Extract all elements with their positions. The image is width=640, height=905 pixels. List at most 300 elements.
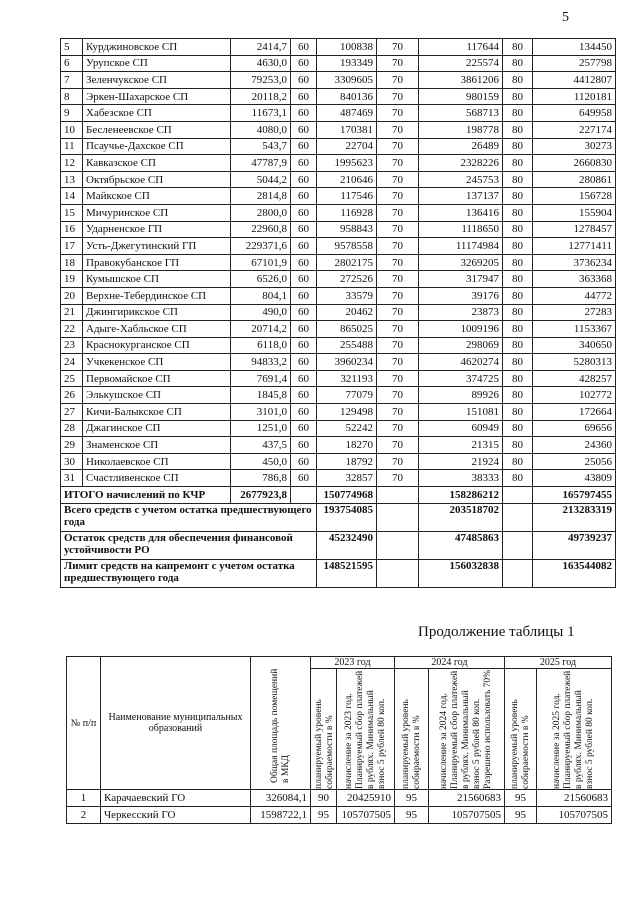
row-number: 22 xyxy=(61,321,83,338)
table-row xyxy=(61,470,616,487)
amount-2025: 227174 xyxy=(533,121,616,138)
municipality-name: Кичи-Балыкское СП xyxy=(83,404,231,421)
row-number: 24 xyxy=(61,354,83,371)
amount-2025: 5280313 xyxy=(533,354,616,371)
area-value: 1251,0 xyxy=(231,420,291,437)
amount-2024: 298069 xyxy=(419,337,503,354)
rate-2024: 70 xyxy=(377,470,419,487)
rate-2025: 80 xyxy=(503,204,533,221)
municipality-name: Кавказское СП xyxy=(83,155,231,172)
row-number: 1 xyxy=(67,790,101,807)
header-acc-2024 xyxy=(429,669,505,790)
area-value: 804,1 xyxy=(231,287,291,304)
amount-2024: 105707505 xyxy=(429,807,505,824)
amount-2025: 30273 xyxy=(533,138,616,155)
area-value: 5044,2 xyxy=(231,171,291,188)
total-2023: 150774968 xyxy=(317,487,377,504)
area-value: 20714,2 xyxy=(231,321,291,338)
amount-2024: 23873 xyxy=(419,304,503,321)
municipality-name: Черкесский ГО xyxy=(101,807,251,824)
amount-2025: 102772 xyxy=(533,387,616,404)
rate-2025: 80 xyxy=(503,155,533,172)
rate-2024: 95 xyxy=(395,790,429,807)
header-2023: 2023 год xyxy=(311,657,395,669)
municipality-name: Майкское СП xyxy=(83,188,231,205)
amount-2023: 840136 xyxy=(317,88,377,105)
rate-2025: 80 xyxy=(503,171,533,188)
amount-2024: 89926 xyxy=(419,387,503,404)
summary-2023: 148521595 xyxy=(317,559,377,587)
municipality-name: Учкекенское СП xyxy=(83,354,231,371)
rate-2023: 60 xyxy=(291,321,317,338)
area-value: 47787,9 xyxy=(231,155,291,172)
table-row xyxy=(61,121,616,138)
amount-2023: 20425910 xyxy=(337,790,395,807)
rate-2024: 70 xyxy=(377,254,419,271)
amount-2024: 11174984 xyxy=(419,238,503,255)
table-row xyxy=(61,221,616,238)
header-plan-2025-text: планируемый уровень собираемости в % xyxy=(509,699,531,789)
rate-2024: 70 xyxy=(377,55,419,72)
amount-2024: 568713 xyxy=(419,105,503,122)
amount-2025: 134450 xyxy=(533,39,616,56)
amount-2025: 21560683 xyxy=(537,790,612,807)
municipality-name: Зеленчукское СП xyxy=(83,72,231,89)
header-area-text: Общая площадь помещений в МКД xyxy=(269,668,291,783)
municipality-name: Усть-Джегутинский ГП xyxy=(83,238,231,255)
amount-2024: 151081 xyxy=(419,404,503,421)
area-value: 79253,0 xyxy=(231,72,291,89)
area-value: 3101,0 xyxy=(231,404,291,421)
amount-2023: 77079 xyxy=(317,387,377,404)
amount-2023: 958843 xyxy=(317,221,377,238)
amount-2023: 1995623 xyxy=(317,155,377,172)
rate-2024: 70 xyxy=(377,105,419,122)
municipality-name: Курджиновское СП xyxy=(83,39,231,56)
rate-2023: 60 xyxy=(291,138,317,155)
area-value: 326084,1 xyxy=(251,790,311,807)
area-value: 2800,0 xyxy=(231,204,291,221)
rate-2023: 60 xyxy=(291,171,317,188)
header-2025: 2025 год xyxy=(505,657,612,669)
area-value: 2814,8 xyxy=(231,188,291,205)
amount-2023: 100838 xyxy=(317,39,377,56)
amount-2024: 117644 xyxy=(419,39,503,56)
summary-2024: 203518702 xyxy=(419,503,503,531)
table-row xyxy=(61,437,616,454)
table-row xyxy=(61,404,616,421)
summary-2023: 45232490 xyxy=(317,531,377,559)
amount-2023: 18792 xyxy=(317,453,377,470)
continuation-table xyxy=(66,656,612,824)
header-plan-2024 xyxy=(395,669,429,790)
row-number: 10 xyxy=(61,121,83,138)
rate-2025: 95 xyxy=(505,790,537,807)
amount-2025: 69656 xyxy=(533,420,616,437)
amount-2025: 1153367 xyxy=(533,321,616,338)
amount-2023: 255488 xyxy=(317,337,377,354)
rate-2024: 70 xyxy=(377,321,419,338)
rate-2023: 60 xyxy=(291,337,317,354)
header-plan-2024-text: планируемый уровень собираемости в % xyxy=(400,699,422,789)
summary-2025: 213283319 xyxy=(533,503,616,531)
table-row xyxy=(61,55,616,72)
rate-2024: 70 xyxy=(377,138,419,155)
header-acc-2024-text: начисление за 2024 год. Планируемый сбор платежей в рублях. Минимальный взнос 5 рублей 80 коп. Разрешено использовать 70% xyxy=(439,669,493,789)
header-area xyxy=(251,657,311,790)
header-plan-2025 xyxy=(505,669,537,790)
summary-label: Всего средств с учетом остатка предшествующего года xyxy=(61,503,317,531)
total-label: ИТОГО начислений по КЧР xyxy=(61,487,231,504)
rate-2025: 80 xyxy=(503,470,533,487)
amount-2023: 3960234 xyxy=(317,354,377,371)
table-row xyxy=(61,420,616,437)
rate-2024: 70 xyxy=(377,171,419,188)
rate-2023: 60 xyxy=(291,304,317,321)
municipality-name: Верхне-Тебердинское СП xyxy=(83,287,231,304)
amount-2023: 487469 xyxy=(317,105,377,122)
amount-2025: 280861 xyxy=(533,171,616,188)
page-number: 5 xyxy=(562,10,569,25)
area-value: 6118,0 xyxy=(231,337,291,354)
rate-2024: 70 xyxy=(377,238,419,255)
row-number: 20 xyxy=(61,287,83,304)
rate-2024: 70 xyxy=(377,370,419,387)
amount-2023: 32857 xyxy=(317,470,377,487)
header-2024: 2024 год xyxy=(395,657,505,669)
table-row xyxy=(61,72,616,89)
area-value: 20118,2 xyxy=(231,88,291,105)
rate-2025: 80 xyxy=(503,105,533,122)
municipality-name: Эркен-Шахарское СП xyxy=(83,88,231,105)
amount-2024: 38333 xyxy=(419,470,503,487)
area-value: 543,7 xyxy=(231,138,291,155)
rate-2023: 60 xyxy=(291,155,317,172)
area-value: 1598722,1 xyxy=(251,807,311,824)
table-row xyxy=(61,138,616,155)
summary-row xyxy=(61,559,616,587)
rate-2024: 70 xyxy=(377,304,419,321)
table-row xyxy=(61,370,616,387)
table-row xyxy=(61,204,616,221)
municipality-name: Правокубанское ГП xyxy=(83,254,231,271)
row-number: 30 xyxy=(61,453,83,470)
summary-row xyxy=(61,503,616,531)
area-value: 6526,0 xyxy=(231,271,291,288)
municipality-name: Октябрьское СП xyxy=(83,171,231,188)
rate-2024: 70 xyxy=(377,437,419,454)
municipal-funding-table xyxy=(60,38,616,588)
amount-2023: 193349 xyxy=(317,55,377,72)
municipality-name: Джагинское СП xyxy=(83,420,231,437)
municipality-name: Хабезское СП xyxy=(83,105,231,122)
table-row xyxy=(61,453,616,470)
rate-2024: 95 xyxy=(395,807,429,824)
area-value: 786,8 xyxy=(231,470,291,487)
amount-2024: 39176 xyxy=(419,287,503,304)
amount-2024: 4620274 xyxy=(419,354,503,371)
rate-2023: 60 xyxy=(291,188,317,205)
total-2025: 165797455 xyxy=(533,487,616,504)
rate-2023: 60 xyxy=(291,287,317,304)
table-row xyxy=(61,387,616,404)
row-number: 5 xyxy=(61,39,83,56)
row-number: 27 xyxy=(61,404,83,421)
municipality-name: Джингирикское СП xyxy=(83,304,231,321)
amount-2023: 272526 xyxy=(317,271,377,288)
table-row xyxy=(61,287,616,304)
total-2024: 158286212 xyxy=(419,487,503,504)
table-row xyxy=(61,39,616,56)
rate-2024: 70 xyxy=(377,420,419,437)
empty-cell xyxy=(377,531,419,559)
table-row xyxy=(61,188,616,205)
municipality-name: Элькушское СП xyxy=(83,387,231,404)
rate-2024: 70 xyxy=(377,204,419,221)
amount-2023: 18270 xyxy=(317,437,377,454)
amount-2024: 1118650 xyxy=(419,221,503,238)
amount-2025: 1120181 xyxy=(533,88,616,105)
municipality-name: Счастливенское СП xyxy=(83,470,231,487)
rate-2024: 70 xyxy=(377,404,419,421)
rate-2024: 70 xyxy=(377,271,419,288)
amount-2025: 27283 xyxy=(533,304,616,321)
row-number: 8 xyxy=(61,88,83,105)
rate-2023: 60 xyxy=(291,453,317,470)
rate-2025: 80 xyxy=(503,221,533,238)
rate-2025: 80 xyxy=(503,55,533,72)
continuation-title: Продолжение таблицы 1 xyxy=(418,624,575,640)
rate-2025: 80 xyxy=(503,39,533,56)
municipality-name: Знаменское СП xyxy=(83,437,231,454)
amount-2025: 172664 xyxy=(533,404,616,421)
row-number: 28 xyxy=(61,420,83,437)
rate-2023: 60 xyxy=(291,354,317,371)
header-plan-2023-text: планируемый уровень собираемости в % xyxy=(314,699,335,789)
amount-2023: 33579 xyxy=(317,287,377,304)
rate-2025: 80 xyxy=(503,420,533,437)
table-row xyxy=(61,354,616,371)
empty-cell xyxy=(503,531,533,559)
rate-2023: 60 xyxy=(291,121,317,138)
rate-2025: 80 xyxy=(503,188,533,205)
row-number: 16 xyxy=(61,221,83,238)
rate-2024: 70 xyxy=(377,72,419,89)
amount-2024: 26489 xyxy=(419,138,503,155)
empty-cell xyxy=(291,487,317,504)
amount-2023: 170381 xyxy=(317,121,377,138)
row-number: 14 xyxy=(61,188,83,205)
municipality-name: Бесленеевское СП xyxy=(83,121,231,138)
amount-2025: 105707505 xyxy=(537,807,612,824)
area-value: 94833,2 xyxy=(231,354,291,371)
rate-2025: 80 xyxy=(503,254,533,271)
rate-2024: 70 xyxy=(377,453,419,470)
rate-2023: 60 xyxy=(291,437,317,454)
empty-cell xyxy=(377,487,419,504)
rate-2023: 60 xyxy=(291,238,317,255)
amount-2023: 865025 xyxy=(317,321,377,338)
rate-2024: 70 xyxy=(377,387,419,404)
amount-2023: 3309605 xyxy=(317,72,377,89)
amount-2024: 21315 xyxy=(419,437,503,454)
area-value: 490,0 xyxy=(231,304,291,321)
row-number: 7 xyxy=(61,72,83,89)
amount-2025: 155904 xyxy=(533,204,616,221)
rate-2024: 70 xyxy=(377,155,419,172)
area-value: 1845,8 xyxy=(231,387,291,404)
amount-2023: 105707505 xyxy=(337,807,395,824)
amount-2025: 340650 xyxy=(533,337,616,354)
rate-2025: 80 xyxy=(503,121,533,138)
amount-2024: 225574 xyxy=(419,55,503,72)
amount-2023: 321193 xyxy=(317,370,377,387)
amount-2025: 4412807 xyxy=(533,72,616,89)
rate-2025: 95 xyxy=(505,807,537,824)
rate-2023: 60 xyxy=(291,55,317,72)
header-acc-2025 xyxy=(537,669,612,790)
row-number: 2 xyxy=(67,807,101,824)
area-value: 67101,9 xyxy=(231,254,291,271)
rate-2025: 80 xyxy=(503,72,533,89)
rate-2025: 80 xyxy=(503,404,533,421)
amount-2024: 3269205 xyxy=(419,254,503,271)
rate-2025: 80 xyxy=(503,238,533,255)
table-row xyxy=(61,321,616,338)
rate-2024: 70 xyxy=(377,287,419,304)
municipality-name: Псаучье-Дахское СП xyxy=(83,138,231,155)
summary-label: Лимит средств на капремонт с учетом остатка предшествующего года xyxy=(61,559,317,587)
area-value: 450,0 xyxy=(231,453,291,470)
empty-cell xyxy=(503,503,533,531)
rate-2023: 60 xyxy=(291,470,317,487)
rate-2023: 90 xyxy=(311,790,337,807)
rate-2023: 60 xyxy=(291,420,317,437)
municipality-name: Карачаевский ГО xyxy=(101,790,251,807)
table-row xyxy=(61,337,616,354)
rate-2023: 60 xyxy=(291,254,317,271)
amount-2024: 60949 xyxy=(419,420,503,437)
amount-2025: 24360 xyxy=(533,437,616,454)
rate-2023: 60 xyxy=(291,404,317,421)
amount-2024: 1009196 xyxy=(419,321,503,338)
row-number: 15 xyxy=(61,204,83,221)
rate-2023: 60 xyxy=(291,370,317,387)
amount-2023: 210646 xyxy=(317,171,377,188)
rate-2025: 80 xyxy=(503,88,533,105)
row-number: 29 xyxy=(61,437,83,454)
table-row xyxy=(61,105,616,122)
rate-2024: 70 xyxy=(377,121,419,138)
amount-2025: 43809 xyxy=(533,470,616,487)
rate-2024: 70 xyxy=(377,39,419,56)
summary-label: Остаток средств для обеспечения финансовой устойчивости РО xyxy=(61,531,317,559)
rate-2024: 70 xyxy=(377,88,419,105)
row-number: 6 xyxy=(61,55,83,72)
municipality-name: Кумышское СП xyxy=(83,271,231,288)
table-row xyxy=(67,807,612,824)
amount-2025: 44772 xyxy=(533,287,616,304)
amount-2024: 137137 xyxy=(419,188,503,205)
empty-cell xyxy=(377,503,419,531)
amount-2024: 136416 xyxy=(419,204,503,221)
rate-2025: 80 xyxy=(503,138,533,155)
empty-cell xyxy=(503,559,533,587)
row-number: 26 xyxy=(61,387,83,404)
amount-2024: 2328226 xyxy=(419,155,503,172)
area-value: 22960,8 xyxy=(231,221,291,238)
amount-2025: 649958 xyxy=(533,105,616,122)
municipality-name: Адыге-Хабльское СП xyxy=(83,321,231,338)
rate-2023: 60 xyxy=(291,88,317,105)
rate-2025: 80 xyxy=(503,304,533,321)
header-acc-2023 xyxy=(337,669,395,790)
row-number: 17 xyxy=(61,238,83,255)
amount-2023: 20462 xyxy=(317,304,377,321)
table-row xyxy=(61,304,616,321)
amount-2025: 1278457 xyxy=(533,221,616,238)
total-row xyxy=(61,487,616,504)
area-value: 4080,0 xyxy=(231,121,291,138)
amount-2023: 22704 xyxy=(317,138,377,155)
row-number: 18 xyxy=(61,254,83,271)
amount-2024: 3861206 xyxy=(419,72,503,89)
rate-2023: 60 xyxy=(291,204,317,221)
rate-2025: 80 xyxy=(503,271,533,288)
municipality-name: Николаевское СП xyxy=(83,453,231,470)
amount-2023: 117546 xyxy=(317,188,377,205)
row-number: 25 xyxy=(61,370,83,387)
summary-2024: 47485863 xyxy=(419,531,503,559)
amount-2023: 2802175 xyxy=(317,254,377,271)
table-row xyxy=(61,155,616,172)
rate-2025: 80 xyxy=(503,321,533,338)
municipality-name: Краснокурганское СП xyxy=(83,337,231,354)
rate-2025: 80 xyxy=(503,354,533,371)
row-number: 21 xyxy=(61,304,83,321)
area-value: 229371,6 xyxy=(231,238,291,255)
rate-2025: 80 xyxy=(503,437,533,454)
amount-2024: 198778 xyxy=(419,121,503,138)
rate-2025: 80 xyxy=(503,453,533,470)
amount-2025: 363368 xyxy=(533,271,616,288)
amount-2024: 317947 xyxy=(419,271,503,288)
row-number: 11 xyxy=(61,138,83,155)
rate-2023: 60 xyxy=(291,72,317,89)
rate-2023: 60 xyxy=(291,221,317,238)
amount-2025: 156728 xyxy=(533,188,616,205)
municipality-name: Ударненское ГП xyxy=(83,221,231,238)
summary-2023: 193754085 xyxy=(317,503,377,531)
amount-2025: 2660830 xyxy=(533,155,616,172)
rate-2025: 80 xyxy=(503,370,533,387)
municipality-name: Урупское СП xyxy=(83,55,231,72)
row-number: 23 xyxy=(61,337,83,354)
amount-2025: 25056 xyxy=(533,453,616,470)
header-no: № п/п xyxy=(67,657,101,790)
table-row xyxy=(67,790,612,807)
municipality-name: Мичуринское СП xyxy=(83,204,231,221)
amount-2023: 129498 xyxy=(317,404,377,421)
summary-2025: 49739237 xyxy=(533,531,616,559)
rate-2025: 80 xyxy=(503,337,533,354)
rate-2023: 60 xyxy=(291,105,317,122)
row-number: 19 xyxy=(61,271,83,288)
table-row xyxy=(61,171,616,188)
table-row xyxy=(61,254,616,271)
amount-2024: 21560683 xyxy=(429,790,505,807)
amount-2024: 374725 xyxy=(419,370,503,387)
